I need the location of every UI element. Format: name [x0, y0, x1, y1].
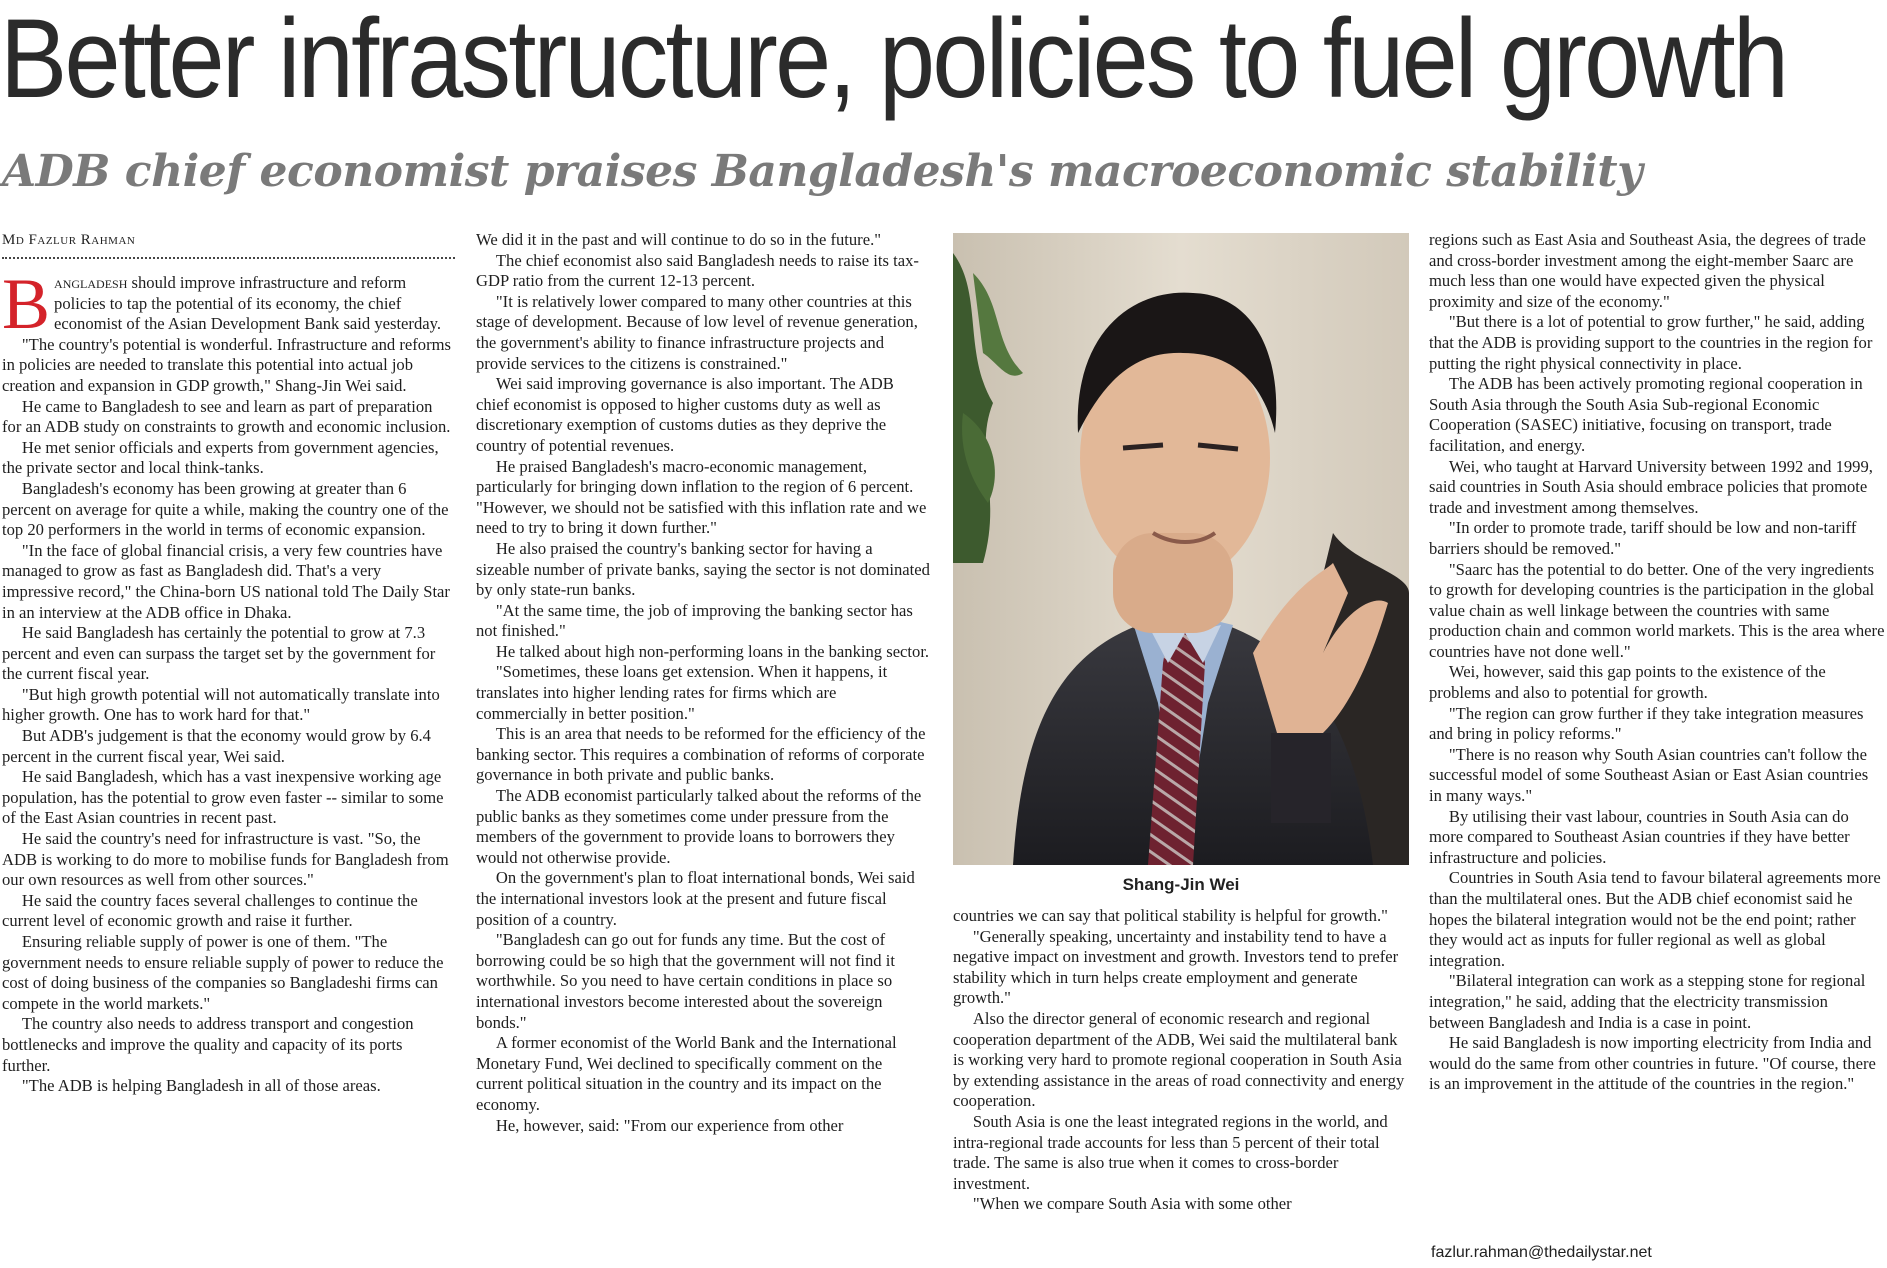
paragraph: Also the director general of economic research and regional cooperation department of the ADB, Wei said the multilateral bank is working very hard to promote regional cooperation in South Asia by extending assistance in the areas of road connectivity and energy cooperation.: [953, 1008, 1405, 1111]
paragraph: countries we can say that political stability is helpful for growth.": [953, 906, 1388, 925]
paragraph: But ADB's judgement is that the economy would grow by 6.4 percent in the current fiscal year, Wei said.: [2, 726, 431, 766]
paragraph: He, however, said: "From our experience from other: [495, 1115, 844, 1135]
paragraph: "In order to promote trade, tariff should be low and non-tariff barriers should be removed.": [1429, 518, 1857, 558]
paragraph: "Bilateral integration can work as a stepping stone for regional integration," he said, adding that the electricity transmission between Bangladesh and India is a case in point.: [1429, 971, 1866, 1032]
paragraph: He praised Bangladesh's macro-economic management, particularly for bringing down inflation to the region of 6 percent. "However, we should not be satisfied with this inflation rate and we need to try to bring it down further.": [476, 456, 927, 538]
drop-cap: B: [2, 264, 51, 344]
paragraph: The ADB has been actively promoting regional cooperation in South Asia through the South Asia Sub-regional Economic Cooperation (SASEC) initiative, focusing on transport, trade facilitation, and energy.: [1429, 374, 1863, 455]
subheadline: ADB chief economist praises Bangladesh's macroeconomic stability: [2, 146, 1643, 197]
paragraph: "In the face of global financial crisis, a very few countries have managed to grow as fast as Bangladesh did. That's a very impressive record," the China-born US national told The Daily Star in an interview at the ADB office in Dhaka.: [2, 540, 450, 622]
paragraph: "There is no reason why South Asian countries can't follow the successful model of some Southeast Asian or East Asian countries in many ways.": [1429, 744, 1869, 806]
article-column-1: [2, 264, 454, 1097]
paragraph: This is an area that needs to be reformed for the efficiency of the banking sector. This requires a combination of reforms of corporate governance in both private and public banks.: [476, 724, 926, 785]
paragraph: should improve infrastructure and reform policies to tap the potential of its economy, the chief economist of the Asian Development Bank said yesterday.: [54, 273, 441, 334]
paragraph: Wei, however, said this gap points to the existence of the problems and also to potential for growth.: [1429, 662, 1826, 703]
paragraph: "At the same time, the job of improving the banking sector has not finished.": [476, 600, 913, 641]
paragraph: Countries in South Asia tend to favour bilateral agreements more than the multilateral ones. But the ADB chief economist said he hopes the bilateral integration would not be the end point; rather they would act as inputs for fuller regional as well as global integration.: [1429, 868, 1881, 970]
paragraph: By utilising their vast labour, countries in South Asia can do more compared to Southeast Asian countries if they have better infrastructure and policies.: [1429, 806, 1850, 867]
article-column-3: [953, 906, 1409, 1215]
photo-caption: Shang-Jin Wei: [1122, 875, 1240, 894]
paragraph: Bangladesh's economy has been growing at greater than 6 percent on average for quite a while, making the country one of the top 20 performers in the world in terms of economic expansion.: [2, 478, 449, 540]
lead-paragraph: [2, 264, 454, 344]
paragraph: A former economist of the World Bank and the International Monetary Fund, Wei declined to specifically comment on the current political situation in the country and its impact on the economy.: [476, 1033, 897, 1114]
paragraph: The ADB economist particularly talked about the reforms of the public banks as they sometimes come under pressure from the members of the government to provide loans to borrowers they would not otherwise provide.: [476, 786, 922, 867]
paragraph: "The ADB is helping Bangladesh in all of those areas.: [21, 1076, 381, 1096]
paragraph: He said Bangladesh is now importing electricity from India and would do the same from other countries in future. "Of course, there is an improvement in the attitude of the countries in the region.": [1429, 1033, 1876, 1094]
paragraph: He said the country faces several challenges to continue the current level of economic growth and raise it further.: [2, 890, 418, 931]
paragraph: "But there is a lot of potential to grow further," he said, adding that the ADB is providing support to the countries in the region for putting the right physical connectivity in place.: [1429, 312, 1873, 373]
paragraph: On the government's plan to float international bonds, Wei said the international investors look at the present and future fiscal position of a country.: [476, 868, 915, 929]
paragraph: He said Bangladesh has certainly the potential to grow at 7.3 percent and even can surpass the target set by the government for the current fiscal year.: [2, 623, 436, 684]
article-column-2: [476, 230, 930, 1136]
paragraph: "When we compare South Asia with some other: [972, 1194, 1292, 1214]
author-email[interactable]: fazlur.rahman@thedailystar.net: [1431, 1244, 1652, 1261]
paragraph: "The country's potential is wonderful. Infrastructure and reforms in policies are needed to translate this potential into actual job creation and expansion in GDP growth," Shang-Jin Wei said.: [2, 334, 451, 395]
paragraph: He also praised the country's banking sector for having a sizeable number of private banks, saying the sector is not dominated by only state-run banks.: [476, 538, 930, 600]
paragraph: "It is relatively lower compared to many other countries at this stage of development. Because of low level of revenue generation, the government's ability to finance infrastructure projects and provide services to the citizens is constrained.": [476, 291, 918, 373]
article-column-4: [1429, 230, 1885, 1095]
paragraph: "The region can grow further if they take integration measures and bring in policy reforms.": [1429, 703, 1864, 744]
headline: Better infrastructure, policies to fuel growth: [0, 0, 1787, 121]
paragraph: He talked about high non-performing loans in the banking sector.: [495, 641, 930, 661]
paragraph: He said Bangladesh, which has a vast inexpensive working age population, has the potential to grow even faster -- similar to some of the East Asian countries in recent past.: [2, 767, 444, 828]
paragraph: He met senior officials and experts from government agencies, the private sector and local think-tanks.: [2, 437, 439, 478]
lead-caps: angladesh: [54, 273, 128, 292]
paragraph: "But high growth potential will not automatically translate into higher growth. One has to work hard for that.": [2, 684, 440, 725]
paragraph: South Asia is one the least integrated regions in the world, and intra-regional trade accounts for less than 5 percent of their total trade. The same is also true when it comes to cross-border investment.: [953, 1111, 1388, 1193]
paragraph: Wei said improving governance is also important. The ADB chief economist is opposed to higher customs duty as well as discretionary exemption of customs duties as they deprive the country of potential revenues.: [476, 374, 894, 455]
paragraph: The chief economist also said Bangladesh needs to raise its tax-GDP ratio from the current 12-13 percent.: [476, 250, 919, 291]
paragraph: The country also needs to address transport and congestion bottlenecks and improve the quality and capacity of its ports further.: [2, 1014, 414, 1075]
portrait-photo: [953, 233, 1409, 865]
byline: Md Fazlur Rahman: [2, 232, 455, 259]
paragraph: "Saarc has the potential to do better. One of the very ingredients to growth for developing countries is the participation in the global value chain as well linkage between the countries with same production chain and common world markets. This is the area where countries have not done well.": [1429, 559, 1885, 661]
paragraph: regions such as East Asia and Southeast Asia, the degrees of trade and cross-border investment among the eight-member Saarc are much less than one would have expected given the physical proximity and size of the economy.": [1429, 230, 1866, 311]
paragraph: He said the country's need for infrastructure is vast. "So, the ADB is working to do more to mobilise funds for Bangladesh from our own resources as well from other sources.": [2, 829, 449, 890]
paragraph: Ensuring reliable supply of power is one of them. "The government needs to ensure reliable supply of power to reduce the cost of doing business of the companies so Bangladeshi firms can compete in the world markets.": [2, 932, 444, 1013]
paragraph: Wei, who taught at Harvard University between 1992 and 1999, said countries in South Asia should embrace policies that promote trade and investment among themselves.: [1429, 456, 1873, 517]
paragraph: "Bangladesh can go out for funds any time. But the cost of borrowing could be so high that the government will not find it worthwhile. So you need to have certain conditions in place so international investors become interested about the sovereign bonds.": [476, 930, 895, 1032]
paragraph: "Generally speaking, uncertainty and instability tend to have a negative impact on investment and growth. Investors tend to prefer stability which in turn helps create employment and generate growth.": [953, 926, 1399, 1008]
paragraph: We did it in the past and will continue to do so in the future.": [476, 230, 881, 249]
paragraph: He came to Bangladesh to see and learn as part of preparation for an ADB study on constraints to growth and economic inclusion.: [2, 396, 451, 437]
paragraph: "Sometimes, these loans get extension. When it happens, it translates into higher lending rates for firms which are commercially in better position.": [476, 662, 888, 723]
